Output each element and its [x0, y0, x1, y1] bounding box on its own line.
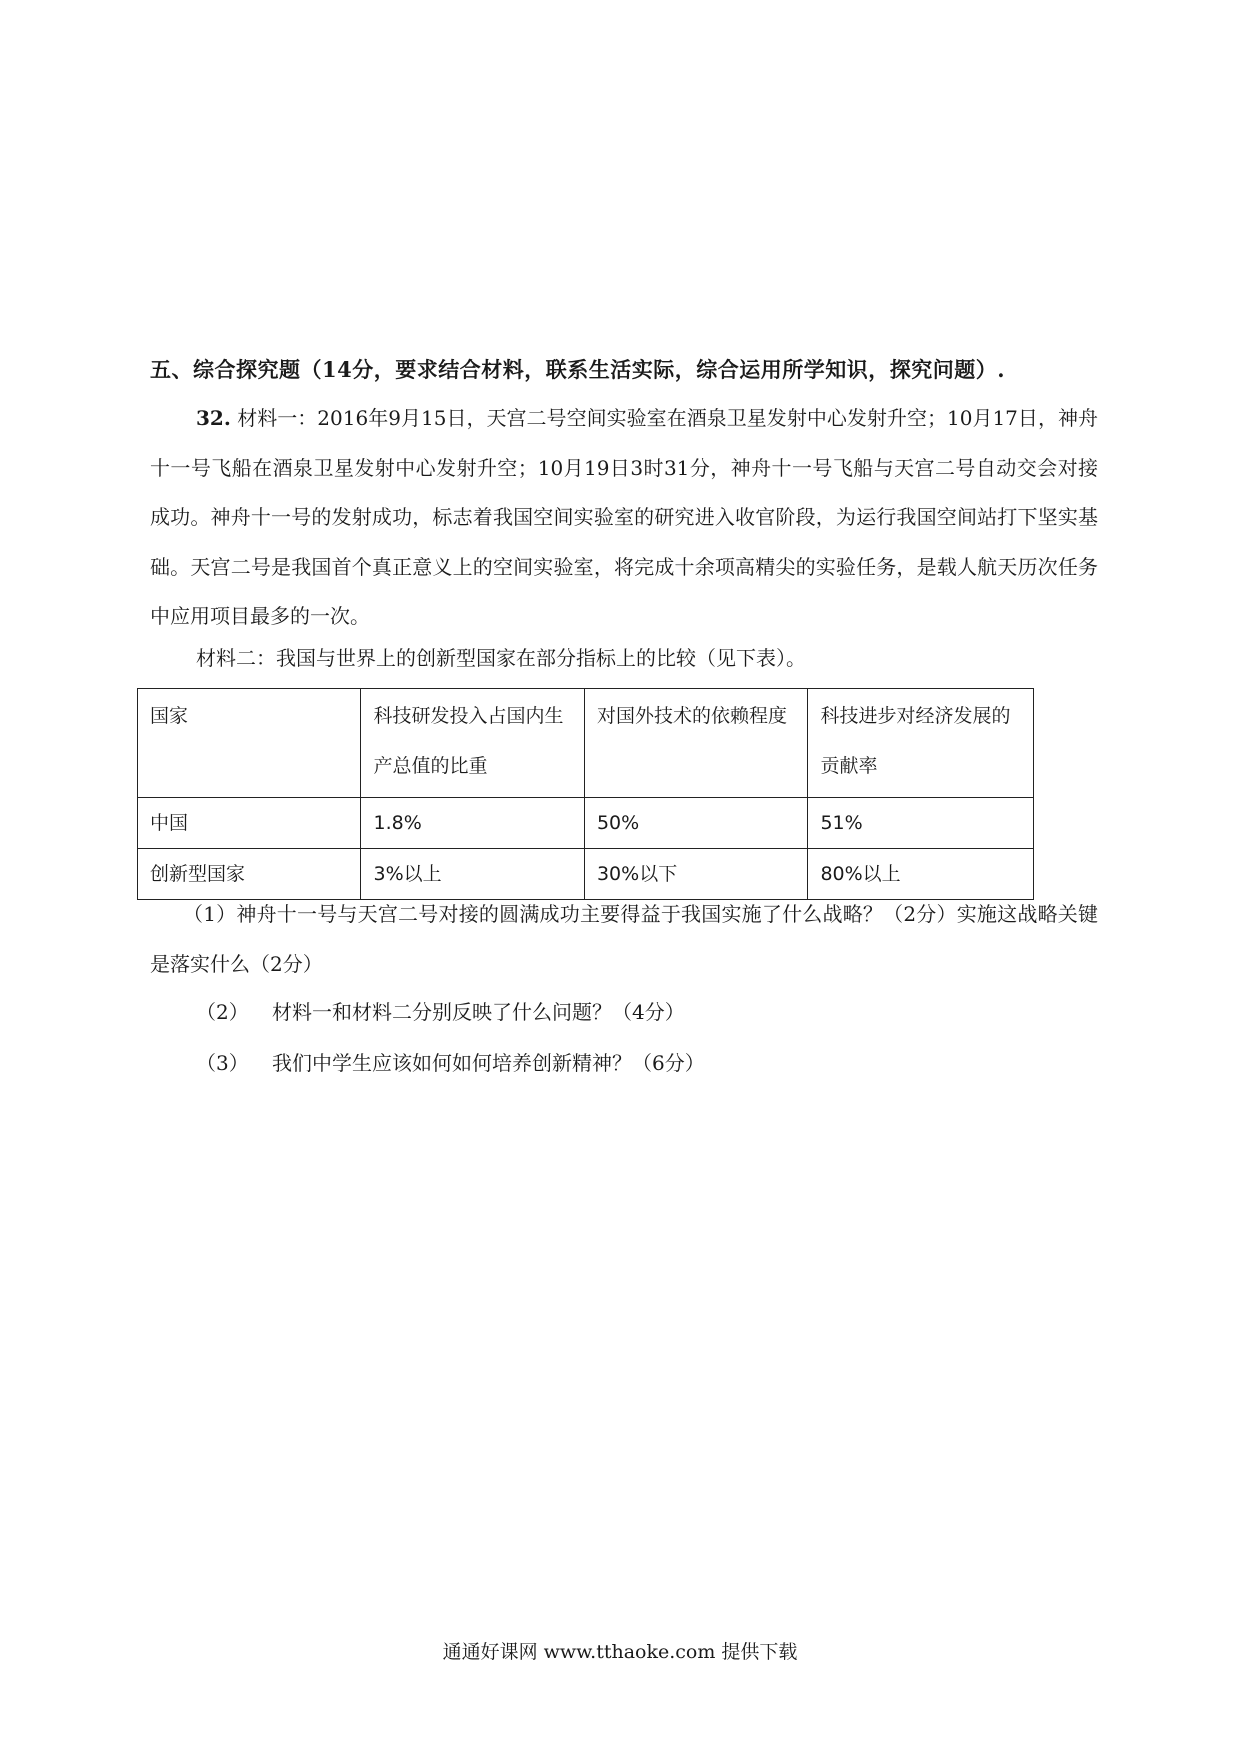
subquestion-3: [196, 1047, 705, 1076]
subquestion-1: （1）神舟十一号与天宫二号对接的圆满成功主要得益于我国实施了什么战略？（2分）实施这战略关键是落实什么（2分）: [150, 902, 1098, 976]
table-cell: 50%: [584, 798, 807, 849]
table-cell: 中国: [138, 798, 361, 849]
subquestion-2-text: 材料一和材料二分别反映了什么问题？（4分）: [272, 1000, 685, 1024]
table-header-row: [138, 689, 1034, 798]
table-cell: 创新型国家: [138, 849, 361, 900]
page-footer: 通通好课网 www.tthaoke.com 提供下载: [442, 1641, 798, 1663]
table-cell: 3%以上: [361, 849, 584, 900]
subquestion-2-number: （2）: [196, 1000, 249, 1024]
material-one-text: 材料一：2016年9月15日，天宫二号空间实验室在酒泉卫星发射中心发射升空；10月17日，神舟十一号飞船在酒泉卫星发射中心发射升空；10月19日3时31分，神舟十一号飞船与天宫二号自动交会对接成功。神舟十一号的发射成功，标志着我国空间实验室的研究进入收官阶段，为运行我国空间站打下坚实基础。天宫二号是我国首个真正意义上的空间实验室，将完成十余项高精尖的实验任务，是载人航天历次任务中应用项目最多的一次。: [150, 406, 1098, 628]
table-header-cell: 国家: [138, 689, 361, 798]
comparison-table: [137, 688, 1034, 900]
question-32-material-one: [150, 394, 1098, 642]
subquestion-3-number: （3）: [196, 1051, 249, 1075]
question-number: 32.: [196, 406, 231, 430]
material-two-intro: 材料二：我国与世界上的创新型国家在部分指标上的比较（见下表）。: [196, 646, 806, 670]
subquestion-3-text: 我们中学生应该如何如何培养创新精神？（6分）: [272, 1051, 705, 1075]
section-title: 五、综合探究题（14分，要求结合材料，联系生活实际，综合运用所学知识，探究问题）.: [150, 357, 1006, 382]
table-row: [138, 798, 1034, 849]
subquestion-2: [196, 996, 685, 1025]
table-header-cell: 对国外技术的依赖程度: [584, 689, 807, 798]
table-cell: 51%: [808, 798, 1034, 849]
table-header-cell: 科技进步对经济发展的贡献率: [808, 689, 1034, 798]
table-cell: 1.8%: [361, 798, 584, 849]
table-header-cell: 科技研发投入占国内生产总值的比重: [361, 689, 584, 798]
table-cell: 80%以上: [808, 849, 1034, 900]
table-cell: 30%以下: [584, 849, 807, 900]
